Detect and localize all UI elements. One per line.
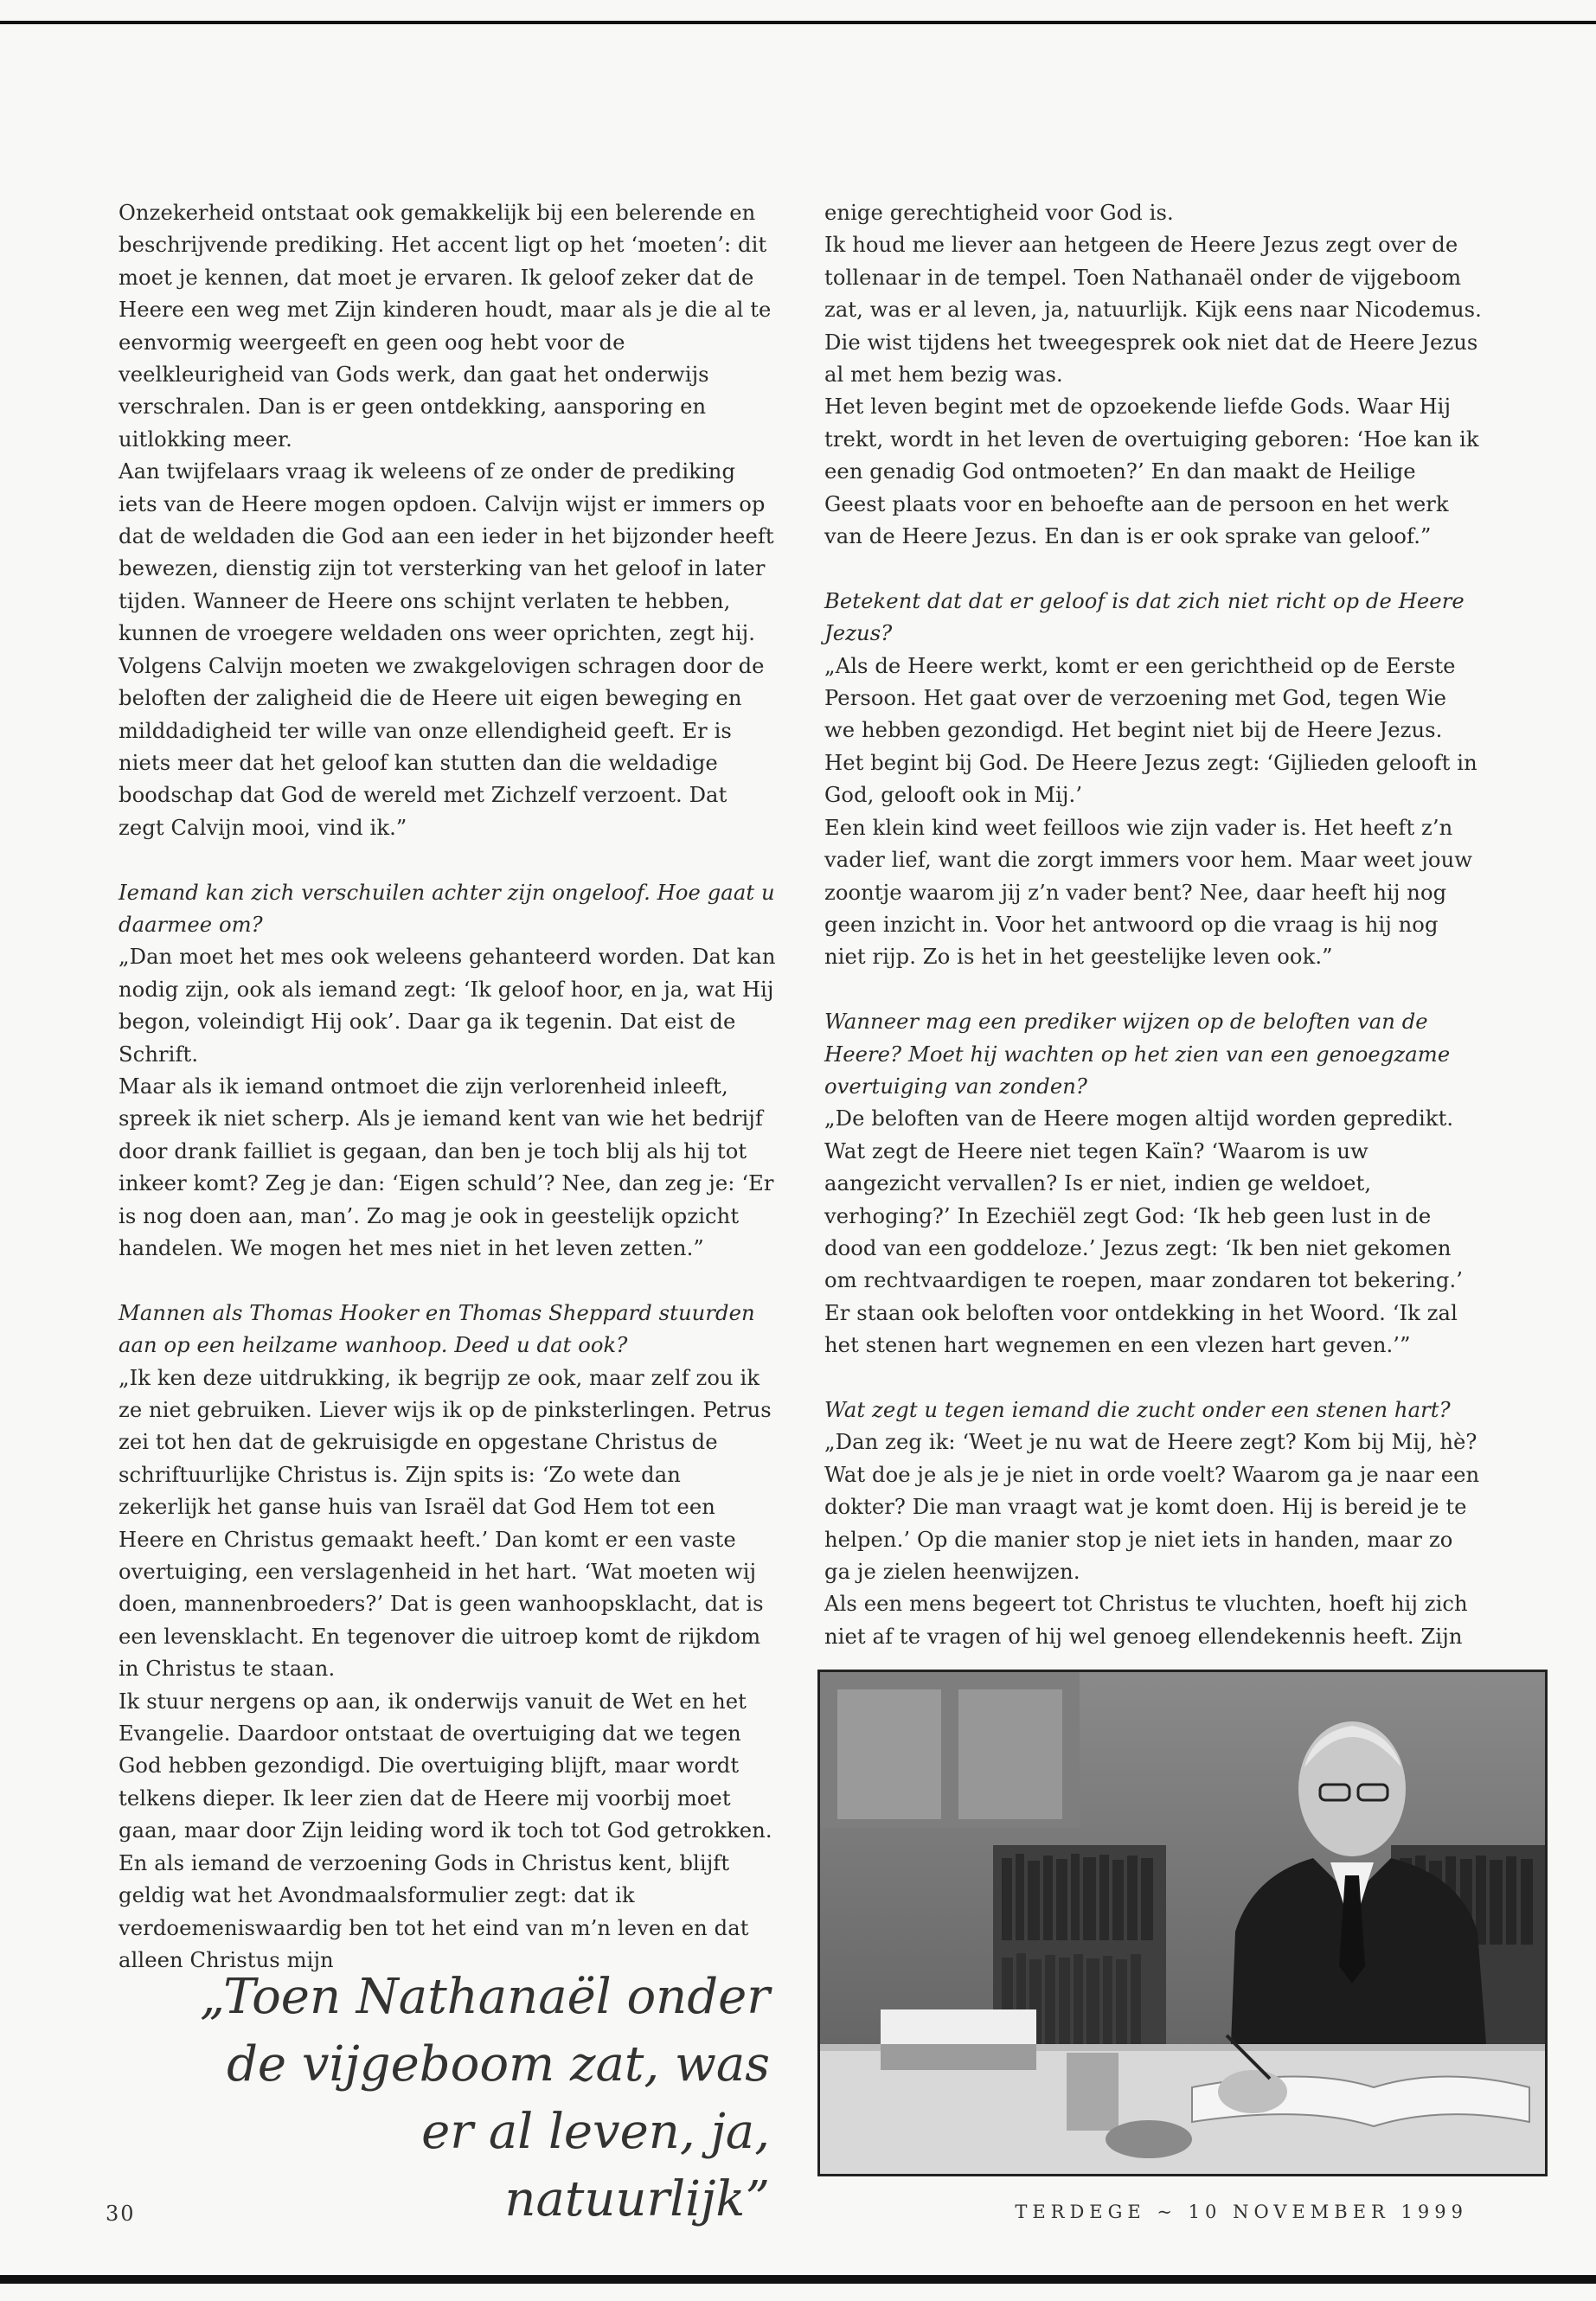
paragraph: Als een mens begeert tot Christus te vluchten, hoeft hij zich niet af te vragen of hij wel genoeg ellendekennis heeft. Zijn: [824, 1592, 1468, 1649]
paragraph: Het leven begint met de opzoekende liefde Gods. Waar Hij trekt, wordt in het leven de overtuiging geboren: ‘Hoe kan ik een genadig God ontmoeten?’ En dan maakt de Heilige Geest plaats voor en behoefte aan de persoon en het werk van de Heere Jezus. En dan is er ook sprake van geloof.”: [824, 394, 1479, 549]
footer-credit: TERDEGE ~ 10 NOVEMBER 1999: [1015, 2202, 1468, 2222]
paragraph: Aan twijfelaars vraag ik weleens of ze onder de prediking iets van de Heere mogen opdoen. Calvijn wijst er immers op dat de weldaden die God aan een ieder in het bijzonder heeft bewezen, dienstig zijn tot versterking van het geloof in later tijden. Wanneer de Heere ons schijnt verlaten te hebben, kunnen de vroegere weldaden ons weer oprichten, zegt hij. Volgens Calvijn moeten we zwakgelovigen schragen door de beloften der zaligheid die de Heere uit eigen beweging en milddadigheid ter wille van onze ellendigheid geeft. Er is niets meer dat het geloof kan stutten dan die weldadige boodschap dat God de wereld met Zichzelf verzoent. Dat zegt Calvijn mooi, vind ik.”: [119, 459, 774, 840]
paragraph: Ik stuur nergens op aan, ik onderwijs vanuit de Wet en het Evangelie. Daardoor ontstaat de overtuiging dat we tegen God hebben gezondigd. Die overtuiging blijft, maar wordt telkens dieper. Ik leer zien dat de Heere mij voorbij moet gaan, maar door Zijn leiding word ik toch tot God getrokken. En als iemand de verzoening Gods in Christus kent, blijft geldig wat het Avondmaalsformulier zegt: dat ik verdoemeniswaardig ben tot het eind van m’n leven en dat alleen Christus mijn: [119, 1689, 772, 1972]
interview-question: Betekent dat dat er geloof is dat zich niet richt op de Heere Jezus?: [824, 588, 1465, 646]
top-border: [0, 21, 1596, 24]
paragraph: „Dan zeg ik: ‘Weet je nu wat de Heere zegt? Kom bij Mij, hè? Wat doe je als je je niet in orde voelt? Waarom ga je naar een dokter? Die man vraagt wat je komt doen. Hij is bereid je te helpen.’ Op die manier stop je niet iets in handen, maar zo ga je zielen heenwijzen.: [824, 1430, 1480, 1585]
paragraph: „Ik ken deze uitdrukking, ik begrijp ze ook, maar zelf zou ik ze niet gebruiken. Liever wijs ik op de pinksterlingen. Petrus zei tot hen dat de gekruisigde en opgestane Christus de schriftuurlijke Christus is. Zijn spits is: ‘Zo wete dan zekerlijk het ganse huis van Israël dat God Hem tot een Heere en Christus gemaakt heeft.’ Dan komt er een vaste overtuiging, een verslagenheid in het hart. ‘Wat moeten wij doen, mannenbroeders?’ Dat is geen wanhoopsklacht, dat is een levensklacht. En tegenover die uitroep komt de rijkdom in Christus te staan.: [119, 1365, 772, 1682]
paragraph: Maar als ik iemand ontmoet die zijn verlorenheid inleeft, spreek ik niet scherp. Als je iemand kent van wie het bedrijf door drank failliet is gegaan, dan ben je toch blij als hij tot inkeer komt? Zeg je dan: ‘Eigen schuld’? Nee, dan zeg je: ‘Er is nog doen aan, man’. Zo mag je ook in geestelijk opzicht handelen. We mogen het mes niet in het leven zetten.”: [119, 1074, 774, 1260]
left-column: [119, 197, 776, 1977]
paragraph: „De beloften van de Heere mogen altijd worden gepredikt. Wat zegt de Heere niet tegen Kaïn? ‘Waarom is uw aangezicht vervallen? Is er niet, indien ge weldoet, verhoging?’ In Ezechiël zegt God: ‘Ik heb geen lust in de dood van een goddeloze.’ Jezus zegt: ‘Ik ben niet gekomen om rechtvaardigen te roepen, maar zondaren tot bekering.’ Er staan ook beloften voor ontdekking in het Woord. ‘Ik zal het stenen hart wegnemen en een vlezen hart geven.’”: [824, 1106, 1464, 1358]
pull-quote: „Toen Nathanaël onder de vijgeboom zat, was er al leven, ja, natuurlijk”: [200, 1969, 770, 2227]
interview-question: Iemand kan zich verschuilen achter zijn ongeloof. Hoe gaat u daarmee om?: [119, 880, 775, 937]
bottom-border: [0, 2275, 1596, 2284]
paragraph: „Als de Heere werkt, komt er een gerichtheid op de Eerste Persoon. Het gaat over de verzoening met God, tegen Wie we hebben gezondigd. Het begint niet bij de Heere Jezus. Het begint bij God. De Heere Jezus zegt: ‘Gijlieden gelooft in God, gelooft ook in Mij.’: [824, 653, 1477, 808]
interview-question: Wat zegt u tegen iemand die zucht onder een stenen hart?: [824, 1397, 1451, 1422]
paragraph: Onzekerheid ontstaat ook gemakkelijk bij een belerende en beschrijvende prediking. Het accent ligt op het ‘moeten’: dit moet je kennen, dat moet je ervaren. Ik geloof zeker dat de Heere een weg met Zijn kinderen houdt, maar als je die al te eenvormig weergeeft en geen oog hebt voor de veelkleurigheid van Gods werk, dan gaat het onderwijs verschralen. Dan is er geen ontdekking, aansporing en uitlokking meer.: [119, 201, 772, 452]
paragraph: „Dan moet het mes ook weleens gehanteerd worden. Dat kan nodig zijn, ook als iemand zegt: ‘Ik geloof hoor, en ja, wat Hij begon, voleindigt Hij ook’. Daar ga ik tegenin. Dat eist de Schrift.: [119, 945, 776, 1067]
right-column: [824, 197, 1482, 1653]
photo-illustration: [820, 1672, 1545, 2174]
page-number: 30: [106, 2202, 136, 2226]
portrait-photo: [817, 1670, 1548, 2176]
paragraph: Een klein kind weet feilloos wie zijn vader is. Het heeft z’n vader lief, want die zorgt immers voor hem. Maar weet jouw zoontje waarom jij z’n vader bent? Nee, daar heeft hij nog geen inzicht in. Voor het antwoord op die vraag is hij nog niet rijp. Zo is het in het geestelijke leven ook.”: [824, 815, 1473, 970]
paragraph: Ik houd me liever aan hetgeen de Heere Jezus zegt over de tollenaar in de tempel. Toen Nathanaël onder de vijgeboom zat, was er al leven, ja, natuurlijk. Kijk eens naar Nicodemus. Die wist tijdens het tweegesprek ook niet dat de Heere Jezus al met hem bezig was.: [824, 233, 1482, 388]
interview-question: Wanneer mag een prediker wijzen op de beloften van de Heere? Moet hij wachten op het zien van een genoegzame overtuiging van zonden?: [824, 1009, 1451, 1099]
interview-question: Mannen als Thomas Hooker en Thomas Sheppard stuurden aan op een heilzame wanhoop. Deed u dat ook?: [119, 1300, 755, 1358]
paragraph: enige gerechtigheid voor God is.: [824, 201, 1174, 225]
